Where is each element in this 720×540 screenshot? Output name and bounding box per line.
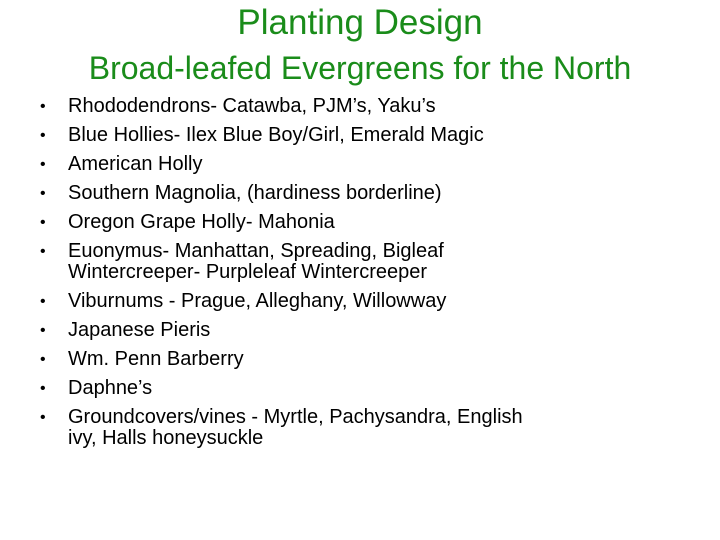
bullet-line: Groundcovers/vines - Myrtle, Pachysandra, English [68,406,523,428]
bullet-text [68,212,700,233]
bullet-text [68,96,700,117]
bullet-icon: • [40,185,46,202]
bullet-text [68,349,700,370]
bullet-icon: • [40,351,46,368]
bullet-icon: • [40,156,46,173]
bullet-item [40,96,700,117]
bullet-icon: • [40,127,46,144]
bullet-item [40,291,700,312]
bullet-icon: • [40,243,46,260]
bullet-item [40,378,700,399]
bullet-item [40,349,700,370]
bullet-item [40,320,700,341]
bullet-icon: • [40,214,46,231]
bullet-line: Viburnums - Prague, Alleghany, Willowway [68,290,447,312]
bullet-line: Wm. Penn Barberry [68,348,244,370]
bullet-line: Japanese Pieris [68,319,211,341]
bullet-text [68,320,700,341]
bullet-icon: • [40,293,46,310]
bullet-icon: • [40,322,46,339]
bullet-line: American Holly [68,153,203,175]
bullet-icon: • [40,409,46,426]
bullet-line: Daphne’s [68,377,153,399]
bullet-line: Oregon Grape Holly- Mahonia [68,211,335,233]
bullet-list [40,96,700,457]
bullet-text [68,183,700,204]
bullet-text [68,125,700,146]
bullet-icon: • [40,380,46,397]
bullet-item [40,125,700,146]
bullet-line: Euonymus- Manhattan, Spreading, Bigleaf [68,240,444,262]
bullet-item [40,407,700,449]
bullet-text [68,407,700,449]
bullet-line: Rhododendrons- Catawba, PJM’s, Yaku’s [68,95,436,117]
bullet-line: Southern Magnolia, (hardiness borderline) [68,182,442,204]
bullet-line: Blue Hollies- Ilex Blue Boy/Girl, Emerald Magic [68,124,484,146]
slide-title: Planting Design [237,3,483,42]
bullet-item [40,154,700,175]
bullet-item [40,183,700,204]
bullet-icon: • [40,98,46,115]
bullet-text [68,378,700,399]
slide-subtitle: Broad-leafed Evergreens for the North [88,50,632,86]
bullet-line: Wintercreeper- Purpleleaf Wintercreeper [68,261,428,283]
bullet-line: ivy, Halls honeysuckle [68,427,264,449]
bullet-item [40,241,700,283]
bullet-text [68,291,700,312]
bullet-text [68,154,700,175]
bullet-item [40,212,700,233]
bullet-text [68,241,700,283]
